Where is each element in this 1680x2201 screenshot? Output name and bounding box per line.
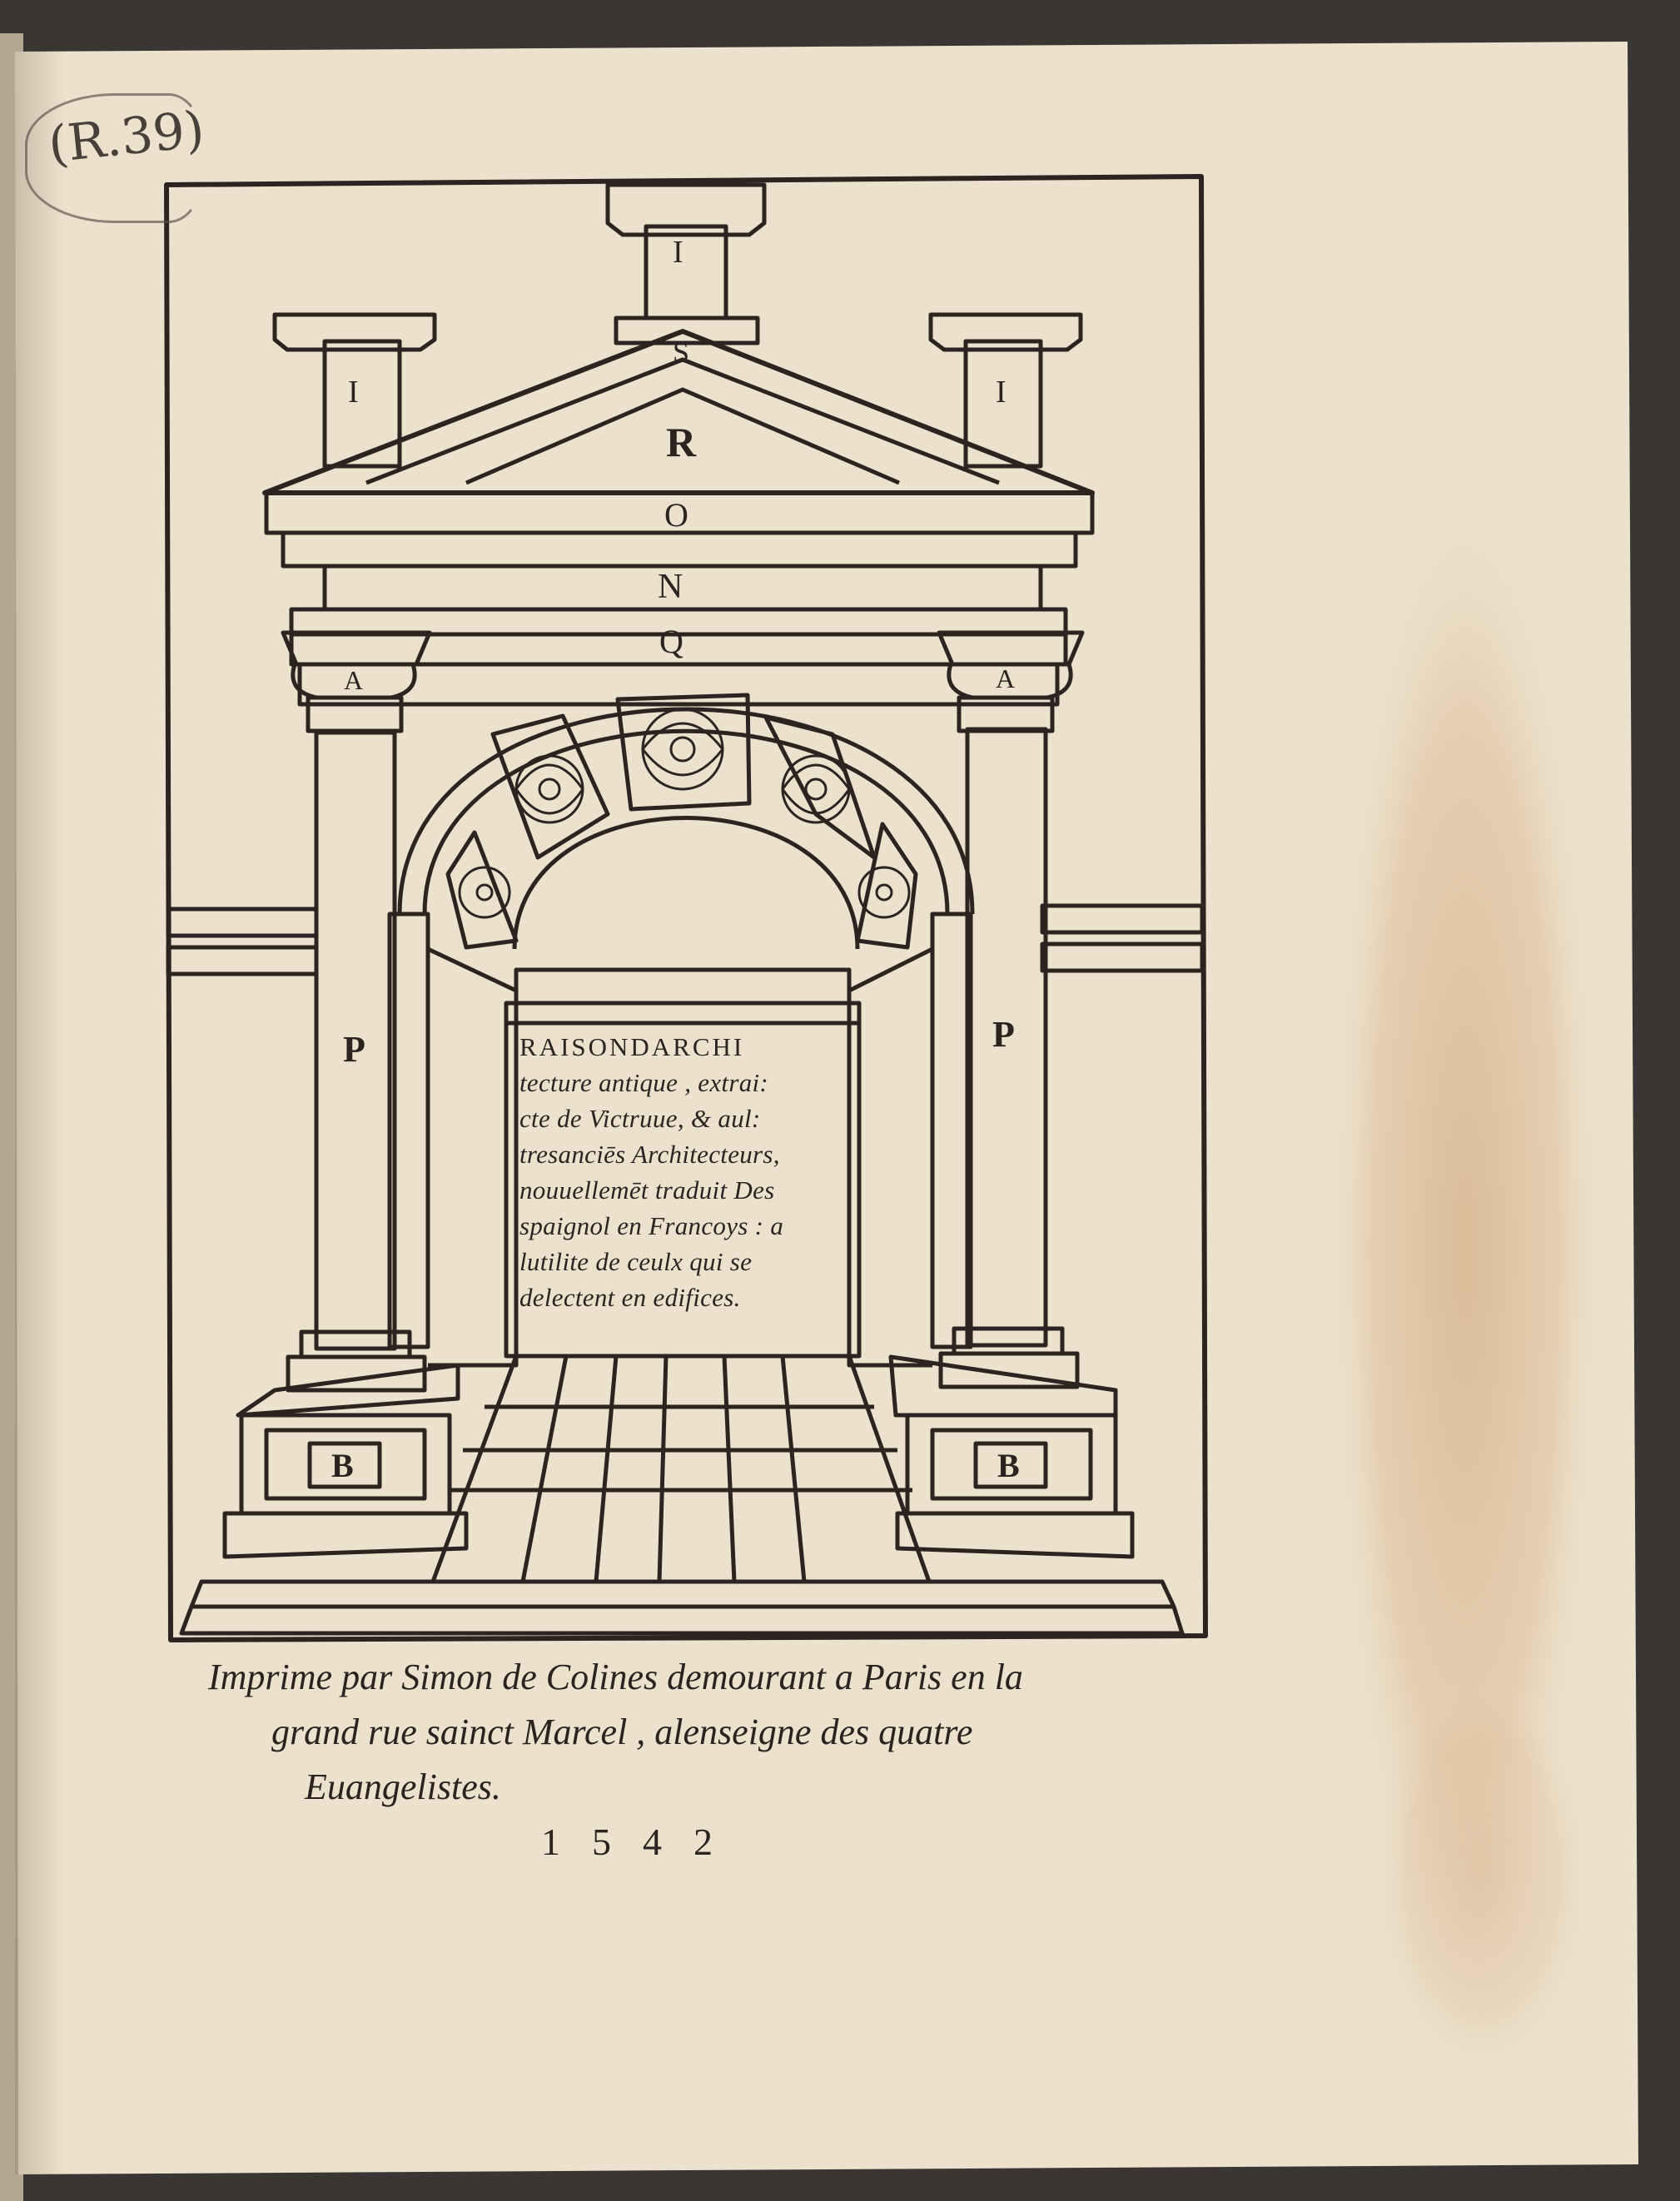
shelfmark-note: (R.39): [45, 100, 207, 175]
letter-right-pilaster: I: [996, 375, 1007, 410]
title-line: spaignol en Francoys : a: [519, 1211, 784, 1240]
imprint-line: Euangelistes.: [305, 1766, 501, 1807]
letter-s: S: [673, 335, 690, 369]
letter-r: R: [666, 419, 697, 465]
imprint-line: grand rue sainct Marcel , alenseigne des quatre: [271, 1712, 973, 1752]
letter-n: N: [658, 568, 683, 606]
letter-p-left: P: [343, 1029, 366, 1070]
letter-p-right: P: [992, 1014, 1016, 1055]
title-line: nouuellemēt traduit Des: [519, 1175, 775, 1205]
letter-a-left: A: [344, 665, 364, 695]
letter-q: Q: [659, 623, 684, 660]
title-line: lutilite de ceulx qui se: [519, 1247, 753, 1276]
title-line: cte de Victruue, & aul:: [519, 1104, 761, 1133]
imprint-line: Imprime par Simon de Colines demourant a Paris en la: [208, 1657, 1023, 1697]
letter-left-pilaster: I: [348, 375, 359, 410]
letter-o: O: [664, 496, 689, 534]
letter-top-pilaster: I: [673, 235, 683, 270]
title-line: delectent en edifices.: [519, 1283, 741, 1312]
title-line: RAISONDARCHI: [519, 1032, 745, 1061]
letter-b-right: B: [997, 1447, 1020, 1484]
imprint: [208, 1650, 1023, 1815]
letter-b-left: B: [331, 1447, 354, 1484]
title-line: tecture antique , extrai:: [519, 1068, 769, 1097]
letter-a-right: A: [996, 663, 1016, 693]
publication-year: 1542: [541, 1821, 744, 1863]
title-block: [519, 1029, 783, 1315]
title-line: tresanciēs Architecteurs,: [519, 1140, 780, 1169]
